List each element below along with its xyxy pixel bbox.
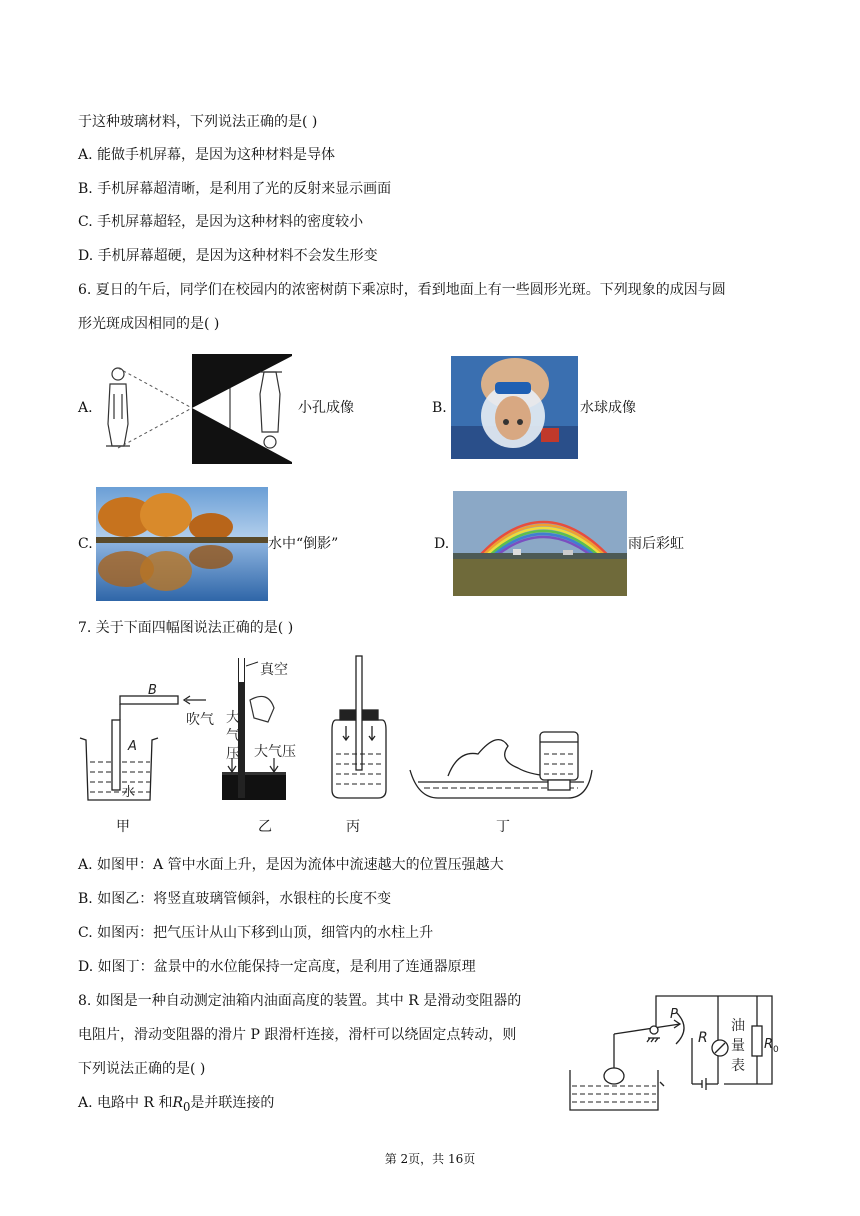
q5-option-b: B. 手机屏幕超清晰，是利用了光的反射来显示画面	[78, 181, 392, 197]
fig-yi-atm-1: 大	[226, 710, 240, 726]
q8-fig-meter-2: 量	[731, 1038, 745, 1054]
fig-jia-water-label: 水	[122, 785, 136, 800]
fig-bing	[332, 656, 386, 798]
q8-fig-meter-1: 油	[731, 1018, 745, 1034]
water-ball-image	[451, 356, 578, 459]
q6-stem-line2: 形光斑成因相同的是( )	[78, 316, 220, 332]
q8-stem-line1: 8. 如图是一种自动测定油箱内油面高度的装置。其中 R 是滑动变阻器的	[78, 993, 522, 1009]
fig-label-jia: 甲	[116, 819, 130, 835]
q6-option-a-letter: A.	[78, 400, 93, 416]
q7-figures	[78, 650, 618, 810]
q7-option-b: B. 如图乙：将竖直玻璃管倾斜，水银柱的长度不变	[78, 891, 392, 907]
rainbow-image	[453, 491, 627, 596]
q8-option-a-sub: 0	[183, 1099, 191, 1114]
q5-option-c: C. 手机屏幕超轻，是因为这种材料的密度较小	[78, 214, 364, 230]
q6-option-a-caption: 小孔成像	[298, 400, 354, 416]
fig-label-bing: 丙	[346, 819, 360, 835]
fig-label-ding: 丁	[496, 819, 510, 835]
q5-option-a: A. 能做手机屏幕，是因为这种材料是导体	[78, 147, 336, 163]
q6-stem-line1: 6. 夏日的午后，同学们在校园内的浓密树荫下乘凉时，看到地面上有一些圆形光斑。下列现象的成因与圆	[78, 282, 726, 298]
q8-fig-r0-sub: 0	[773, 1045, 779, 1055]
q7-option-c: C. 如图丙：把气压计从山下移到山顶，细管内的水柱上升	[78, 925, 434, 941]
q6-option-d-caption: 雨后彩虹	[628, 536, 684, 552]
q8-option-a-post: 是并联连接的	[190, 1095, 275, 1111]
q7-option-d: D. 如图丁：盆景中的水位能保持一定高度，是利用了连通器原理	[78, 959, 476, 975]
fig-yi-vacuum-label: 真空	[260, 662, 288, 678]
fig-yi-atm-3: 压	[226, 746, 240, 762]
q8-fig-meter-3: 表	[731, 1058, 745, 1074]
q7-option-a: A. 如图甲：A 管中水面上升，是因为流体中流速越大的位置压强越大	[78, 857, 504, 873]
q8-fig-r0-label: R	[764, 1037, 774, 1052]
q6-option-d-letter: D.	[434, 536, 450, 552]
q8-fig-p-label: P	[670, 1007, 678, 1022]
fig-yi-atm-h: 大气压	[254, 744, 296, 760]
q8-option-a	[78, 1093, 274, 1117]
q6-option-b-letter: B.	[432, 400, 447, 416]
q7-stem: 7. 关于下面四幅图说法正确的是( )	[78, 620, 294, 636]
fig-jia-b-label: B	[148, 683, 157, 698]
q5-option-d: D. 手机屏幕超硬，是因为这种材料不会发生形变	[78, 248, 378, 264]
q6-option-c-caption: 水中“倒影”	[268, 536, 339, 552]
fig-jia-blow-label: 吹气	[186, 712, 214, 728]
q6-option-c-letter: C.	[78, 536, 93, 552]
q8-option-a-symbol: R	[172, 1095, 183, 1111]
q8-fig-r-label: R	[698, 1030, 708, 1046]
fig-yi-atm-2: 气	[226, 728, 240, 744]
pinhole-image	[96, 354, 296, 464]
fig-ding	[410, 732, 592, 798]
q6-option-b-caption: 水球成像	[580, 400, 636, 416]
q8-stem-line3: 下列说法正确的是( )	[78, 1061, 206, 1077]
q5-stem-tail: 于这种玻璃材料，下列说法正确的是( )	[78, 114, 318, 130]
q8-option-a-pre: A. 电路中 R 和	[78, 1095, 173, 1111]
reflection-image	[96, 487, 268, 601]
q8-stem-line2: 电阻片，滑动变阻器的滑片 P 跟滑杆连接，滑杆可以绕固定点转动，则	[78, 1027, 517, 1043]
fig-label-yi: 乙	[258, 819, 272, 835]
page-footer: 第 2页，共 16页	[384, 1152, 476, 1166]
q8-oil-gauge-figure	[568, 990, 784, 1118]
fig-jia-a-label: A	[128, 739, 137, 754]
